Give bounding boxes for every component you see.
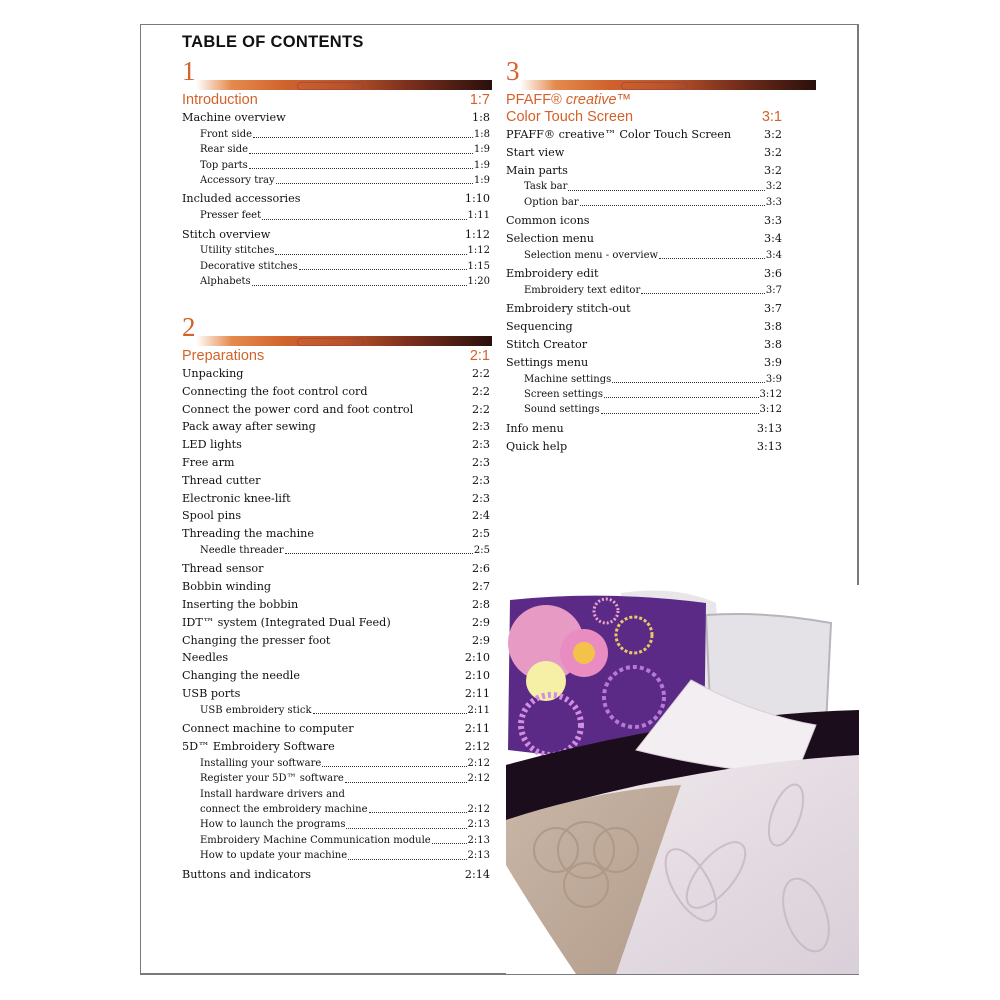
toc-entry[interactable] (182, 418, 490, 436)
toc-entry-page: 2:12 (467, 773, 490, 785)
toc-entry[interactable] (182, 720, 490, 738)
toc-entry-label: Embroidery stitch-out (506, 302, 631, 316)
dot-leader (252, 274, 467, 285)
toc-entry[interactable] (182, 614, 490, 632)
toc-entry-page: 3:6 (763, 267, 782, 281)
toc-entry[interactable] (506, 420, 782, 438)
toc-entry-page: 3:12 (759, 389, 782, 400)
toc-subentry[interactable] (182, 787, 490, 818)
dot-leader (601, 402, 759, 413)
chapter-title: Introduction (182, 92, 258, 108)
toc-entry[interactable] (182, 632, 490, 650)
toc-entry-label: Needles (182, 651, 229, 665)
toc-entry-page: 2:13 (467, 834, 490, 846)
toc-subentry[interactable] (506, 402, 782, 417)
toc-entry-page: 2:12 (467, 757, 490, 769)
chapter-header (506, 56, 782, 92)
chapter-title-line1: PFAFF® creative™ (506, 92, 632, 108)
toc-entry[interactable] (182, 685, 490, 703)
toc-entry-label: Front side (200, 128, 253, 140)
toc-entry-page: 3:9 (765, 373, 782, 385)
toc-entry[interactable] (506, 336, 782, 354)
toc-entry-page: 1:8 (471, 111, 490, 124)
toc-entry[interactable] (506, 354, 782, 372)
dot-leader (604, 387, 759, 398)
toc-entry[interactable] (506, 438, 782, 456)
toc-entry-label: LED lights (182, 438, 242, 452)
toc-subentry[interactable] (182, 142, 490, 157)
chapter-2 (182, 312, 490, 883)
dot-leader (313, 703, 467, 714)
toc-entry-page: 2:12 (467, 803, 490, 815)
toc-subentry[interactable] (506, 248, 782, 263)
dot-leader (322, 756, 466, 767)
toc-subentry[interactable] (506, 179, 782, 194)
toc-entry-label: Stitch Creator (506, 338, 588, 351)
toc-entry-label: Embroidery text editor (524, 285, 641, 296)
dot-leader (253, 127, 473, 138)
toc-entry-label: Connect machine to computer (182, 722, 354, 736)
toc-subentry[interactable] (182, 208, 490, 223)
toc-entry[interactable] (182, 226, 490, 244)
toc-entry-label: connect the embroidery machine (200, 803, 368, 815)
toc-entry-label: Thread sensor (182, 562, 264, 576)
toc-entry-label: PFAFF® creative™ Color Touch Screen (506, 128, 732, 141)
toc-entry-page: 3:12 (759, 404, 782, 416)
toc-subentry[interactable] (506, 387, 782, 402)
toc-entry[interactable] (182, 649, 490, 667)
toc-entry[interactable] (182, 436, 490, 454)
dot-leader (275, 243, 466, 254)
toc-entry-label: Sound settings (524, 404, 600, 416)
toc-entry-label: Decorative stitches (200, 260, 298, 272)
toc-entry-page: 2:2 (471, 367, 490, 380)
toc-entry-page: 3:4 (765, 249, 782, 261)
toc-subentry[interactable] (182, 173, 490, 188)
toc-entry[interactable] (182, 383, 490, 401)
toc-entry-page: 2:3 (471, 473, 490, 487)
toc-entry-label: Connecting the foot control cord (182, 384, 368, 398)
toc-subentry[interactable] (182, 158, 490, 173)
toc-entry-page: 2:5 (471, 527, 490, 541)
toc-entry-page: 3:2 (763, 163, 782, 177)
toc-entry-label: Thread cutter (182, 473, 261, 487)
quilt-photo (506, 585, 859, 974)
chapter-3 (506, 56, 782, 455)
toc-subentry[interactable] (182, 274, 490, 289)
toc-entry-page: 3:13 (756, 421, 782, 435)
toc-entry-label: Quick help (506, 439, 568, 453)
toc-entry-page: 3:8 (763, 338, 782, 351)
chapter-divider-bar (520, 80, 816, 90)
chapter-header (182, 312, 490, 348)
dot-leader (346, 817, 466, 828)
toc-entry-page: 2:9 (471, 615, 490, 629)
toc-entry[interactable] (506, 144, 782, 162)
dot-leader (345, 771, 467, 782)
toc-subentry[interactable] (182, 771, 490, 786)
toc-entry-page: 2:5 (473, 544, 490, 556)
toc-entry-page: 1:9 (473, 144, 490, 156)
toc-entry-label: Unpacking (182, 367, 244, 380)
chapter-page: 2:1 (469, 348, 490, 364)
toc-entry-page: 2:3 (471, 420, 490, 434)
toc-subentry[interactable] (182, 127, 490, 142)
toc-entry-label: Presser feet (200, 210, 262, 222)
toc-entry-label: Common icons (506, 214, 590, 228)
toc-entry-label: Threading the machine (182, 527, 314, 541)
chapter-divider-bar (196, 336, 492, 346)
toc-entry[interactable] (506, 318, 782, 336)
dot-leader (659, 248, 765, 259)
toc-entry-page: 3:13 (756, 439, 782, 453)
dot-leader (369, 802, 467, 813)
toc-entry-page: 3:2 (765, 181, 782, 193)
toc-entry[interactable] (182, 507, 490, 525)
toc-title: TABLE OF CONTENTS (182, 33, 364, 51)
toc-entry[interactable] (182, 490, 490, 508)
toc-entry-page: 2:13 (467, 850, 490, 862)
toc-entry[interactable] (182, 472, 490, 490)
toc-entry-page: 2:3 (471, 438, 490, 452)
toc-entry-label: USB embroidery stick (200, 704, 312, 716)
toc-entry-label: Top parts (200, 159, 248, 171)
toc-entry-page: 1:12 (464, 227, 490, 241)
toc-entry-page: 2:11 (464, 686, 490, 700)
toc-subentry[interactable] (506, 372, 782, 387)
toc-entry[interactable] (182, 109, 490, 127)
toc-entry-page: 2:4 (471, 509, 490, 523)
toc-entry-page: 3:8 (763, 320, 782, 334)
toc-entry[interactable] (182, 738, 490, 756)
toc-entry-label: Changing the presser foot (182, 633, 331, 647)
toc-entry-label: Buttons and indicators (182, 867, 312, 881)
chapter-number: 2 (182, 312, 196, 342)
toc-entry-label: How to update your machine (200, 850, 348, 862)
toc-entry-label: Electronic knee-lift (182, 491, 291, 505)
toc-entry-page: 1:12 (467, 245, 490, 257)
toc-entry-page: 2:3 (471, 455, 490, 469)
toc-entry-label: Spool pins (182, 509, 242, 523)
toc-entry-page: 2:11 (464, 722, 490, 736)
toc-entry[interactable] (182, 525, 490, 543)
toc-subentry[interactable] (506, 195, 782, 210)
chapter-title-line2: Color Touch Screen (506, 109, 634, 125)
toc-entry-label: Accessory tray (200, 175, 275, 187)
toc-entry-page: 1:8 (473, 128, 490, 140)
chapter-divider-bar (196, 80, 492, 90)
toc-entry-page: 3:4 (763, 232, 782, 245)
quilt-illustration (506, 585, 859, 974)
toc-entry-label: Included accessories (182, 192, 301, 206)
dot-leader (568, 179, 765, 190)
toc-entry-page: 2:3 (471, 491, 490, 505)
toc-entry-page: 2:11 (467, 704, 490, 716)
toc-entry[interactable] (506, 126, 782, 144)
toc-entry[interactable] (182, 866, 490, 884)
toc-entry[interactable] (182, 578, 490, 596)
toc-entry-label: Install hardware drivers and (200, 788, 345, 800)
toc-entry-label: IDT™ system (Integrated Dual Feed) (182, 615, 391, 629)
chapter-page: 1:7 (469, 92, 490, 108)
toc-entry[interactable] (506, 300, 782, 318)
toc-entry-page: 2:6 (471, 562, 490, 576)
chapter-entries (506, 126, 782, 455)
toc-entry-label: Selection menu (506, 232, 594, 245)
dot-leader (249, 142, 473, 153)
toc-entry[interactable] (506, 162, 782, 180)
toc-entry-page: 1:15 (467, 260, 490, 272)
toc-entry-label: Register your 5D™ software (200, 773, 344, 785)
toc-entry-label: Alphabets (200, 276, 251, 288)
toc-entry-label: How to launch the programs (200, 819, 346, 831)
dot-leader (299, 259, 467, 270)
chapter-title-link[interactable] (182, 92, 490, 109)
chapter-header (182, 56, 490, 92)
toc-entry-page: 2:2 (471, 402, 490, 416)
dot-leader (262, 208, 466, 219)
toc-entry[interactable] (182, 365, 490, 383)
toc-entry[interactable] (506, 230, 782, 248)
toc-entry-page: 2:7 (471, 580, 490, 594)
toc-entry-label: Inserting the bobbin (182, 597, 299, 611)
toc-subentry[interactable] (182, 833, 490, 848)
dot-leader (580, 195, 765, 206)
toc-entry[interactable] (182, 190, 490, 208)
toc-entry-page: 1:9 (473, 159, 490, 171)
chapter-page: 3:1 (761, 109, 782, 125)
toc-entry-label: Info menu (506, 421, 564, 435)
toc-entry-page: 1:11 (467, 210, 490, 222)
toc-entry-page: 3:7 (763, 302, 782, 316)
toc-entry[interactable] (506, 265, 782, 283)
toc-entry-page: 2:14 (464, 867, 490, 881)
toc-subentry[interactable] (182, 848, 490, 863)
toc-entry-label: Changing the needle (182, 669, 300, 683)
toc-entry-label: Machine settings (524, 373, 612, 385)
toc-entry-page: 2:8 (471, 597, 490, 611)
toc-entry-label: Task bar (524, 181, 568, 193)
toc-entry-label: Main parts (506, 163, 568, 177)
toc-entry-label: Free arm (182, 455, 235, 469)
chapter-entries (182, 109, 490, 290)
toc-subentry[interactable] (182, 243, 490, 258)
toc-entry-page: 2:13 (467, 819, 490, 831)
toc-entry-page: 3:7 (765, 285, 782, 296)
toc-entry-label: 5D™ Embroidery Software (182, 739, 335, 753)
toc-entry-label: Screen settings (524, 389, 603, 400)
toc-subentry[interactable] (182, 756, 490, 771)
toc-entry-label: Start view (506, 145, 565, 159)
chapter-number: 1 (182, 56, 196, 86)
dot-leader (249, 158, 473, 169)
dot-leader (276, 173, 473, 184)
toc-entry-label: Embroidery Machine Communication module (200, 834, 431, 846)
toc-entry-page: 2:2 (471, 384, 490, 398)
toc-entry[interactable] (506, 212, 782, 230)
toc-entry-page: 3:9 (763, 355, 782, 369)
toc-subentry[interactable] (182, 259, 490, 274)
dot-leader (285, 543, 473, 554)
toc-entry-label: Option bar (524, 196, 579, 208)
toc-entry-label: Embroidery edit (506, 267, 599, 281)
toc-entry-page: 1:10 (464, 192, 490, 206)
toc-entry-label: Selection menu - overview (524, 249, 659, 261)
toc-entry-label: USB ports (182, 686, 241, 700)
toc-entry-page: 3:2 (763, 145, 782, 159)
toc-entry-label: Stitch overview (182, 227, 271, 241)
toc-entry[interactable] (182, 454, 490, 472)
dot-leader (432, 833, 467, 844)
toc-entry-label: Connect the power cord and foot control (182, 402, 414, 416)
dot-leader (641, 283, 765, 294)
toc-entry-label: Needle threader (200, 544, 284, 556)
toc-entry-label: Settings menu (506, 355, 589, 369)
toc-entry-page: 2:9 (471, 633, 490, 647)
toc-entry-page: 3:3 (765, 196, 782, 208)
chapter-1 (182, 56, 490, 290)
dot-leader (348, 848, 466, 859)
chapter-entries (182, 365, 490, 883)
toc-entry-page: 1:9 (473, 175, 490, 187)
dot-leader (612, 372, 765, 383)
toc-entry[interactable] (182, 401, 490, 419)
toc-entry[interactable] (182, 667, 490, 685)
toc-entry-page: 2:10 (464, 651, 490, 665)
chapter-number: 3 (506, 56, 520, 86)
toc-subentry[interactable] (182, 703, 490, 718)
toc-entry-label: Rear side (200, 144, 249, 156)
chapter-title-link[interactable] (506, 92, 782, 126)
toc-entry-label: Bobbin winding (182, 580, 272, 594)
toc-entry-label: Sequencing (506, 320, 573, 334)
toc-entry-label: Installing your software (200, 757, 322, 769)
toc-subentry[interactable] (182, 543, 490, 558)
toc-entry-page: 3:2 (763, 128, 782, 141)
chapter-title: Preparations (182, 348, 265, 364)
chapter-title-link[interactable] (182, 348, 490, 365)
toc-entry-page: 2:12 (464, 739, 490, 753)
toc-entry[interactable] (182, 560, 490, 578)
toc-entry-page: 3:3 (763, 214, 782, 228)
toc-entry-label: Machine overview (182, 111, 286, 124)
toc-entry-page: 2:10 (464, 669, 490, 683)
toc-subentry[interactable] (182, 817, 490, 832)
toc-entry-page: 1:20 (467, 276, 490, 288)
toc-entry-label: Pack away after sewing (182, 420, 316, 434)
toc-subentry[interactable] (506, 283, 782, 298)
toc-entry-label: Utility stitches (200, 245, 275, 257)
toc-entry[interactable] (182, 596, 490, 614)
